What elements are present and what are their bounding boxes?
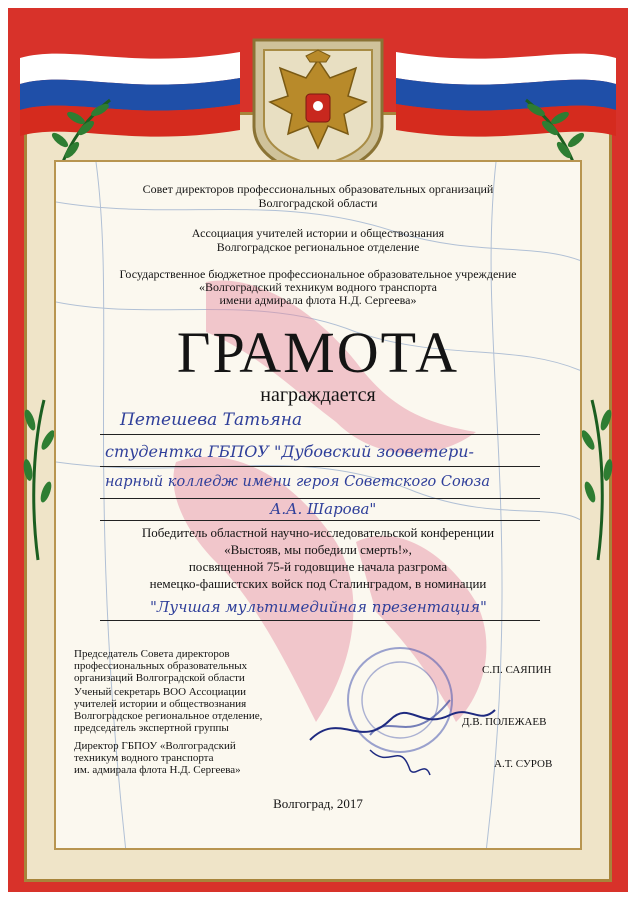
underline-3	[100, 498, 540, 499]
body-line-2: «Выстояв, мы победили смерть!»,	[224, 542, 412, 557]
signatory-1-role	[74, 648, 247, 684]
signature-marks	[300, 690, 500, 780]
signatory-1-name: С.П. САЯПИН	[482, 664, 552, 676]
signatory-1-role-line-1: Председатель Совета директоров	[74, 648, 230, 660]
signatory-2-role-line-2: учителей истории и обществознания	[74, 698, 247, 710]
signatory-2-role	[74, 686, 262, 734]
institution-line-1: Государственное бюджетное профессиональное образовательное учреждение	[119, 267, 517, 281]
signatory-3-role-line-1: Директор ГБПОУ «Волгоградский	[74, 740, 236, 752]
recipient-line-2: студентка ГБПОУ "Дубовский зооветери-	[105, 442, 474, 461]
body-line-1: Победитель областной научно-исследовательской конференции	[141, 525, 495, 540]
recipient-line-4: А.А. Шарова"	[270, 500, 377, 518]
underline-nomination	[100, 620, 540, 621]
institution-line-2: «Волгоградский техникум водного транспорта	[199, 280, 437, 294]
association-name	[60, 226, 576, 254]
city-year: Волгоград, 2017	[273, 796, 363, 811]
achievement-text	[60, 524, 576, 592]
signatory-3-name: А.Т. СУРОВ	[494, 758, 553, 770]
recipient-line-3: нарный колледж имени героя Советского Союза	[105, 474, 490, 490]
association-line-2: Волгоградское региональное отделение	[216, 240, 420, 254]
signatory-2-name: Д.В. ПОЛЕЖАЕВ	[462, 716, 547, 728]
recipient-line-1: Петешева Татьяна	[120, 410, 303, 430]
association-line-1: Ассоциация учителей истории и обществознания	[191, 226, 445, 240]
institution-line-3: имени адмирала флота Н.Д. Сергеева»	[219, 293, 417, 307]
signatory-3-role-line-3: им. адмирала флота Н.Д. Сергеева»	[74, 764, 241, 776]
signatory-1-role-line-3: организаций Волгоградской области	[74, 672, 245, 684]
page-title: ГРАМОТА	[176, 320, 460, 385]
awarded-label: награждается	[260, 384, 376, 406]
council-line-1: Совет директоров профессиональных образовательных организаций	[142, 182, 494, 196]
nomination: "Лучшая мультимедийная презентация"	[150, 598, 487, 616]
council-line-2: Волгоградской области	[258, 196, 378, 210]
signatory-2-role-line-1: Ученый секретарь ВОО Ассоциации	[74, 686, 247, 698]
underline-2	[100, 466, 540, 467]
underline-4	[100, 520, 540, 521]
body-line-4: немецко-фашистских войск под Сталинградом, в номинации	[149, 576, 487, 591]
council-name	[60, 182, 576, 210]
signatory-3-role-line-2: техникум водного транспорта	[74, 752, 214, 764]
signatory-2-role-line-3: Волгоградское региональное отделение,	[74, 710, 263, 722]
signatory-1-role-line-2: профессиональных образовательных	[74, 660, 248, 672]
underline-1	[100, 434, 540, 435]
body-line-3: посвященной 75-й годовщине начала разгрома	[188, 559, 448, 574]
institution-name	[60, 268, 576, 307]
signatory-3-role	[74, 740, 241, 776]
signatory-2-role-line-4: председатель экспертной группы	[74, 722, 229, 734]
